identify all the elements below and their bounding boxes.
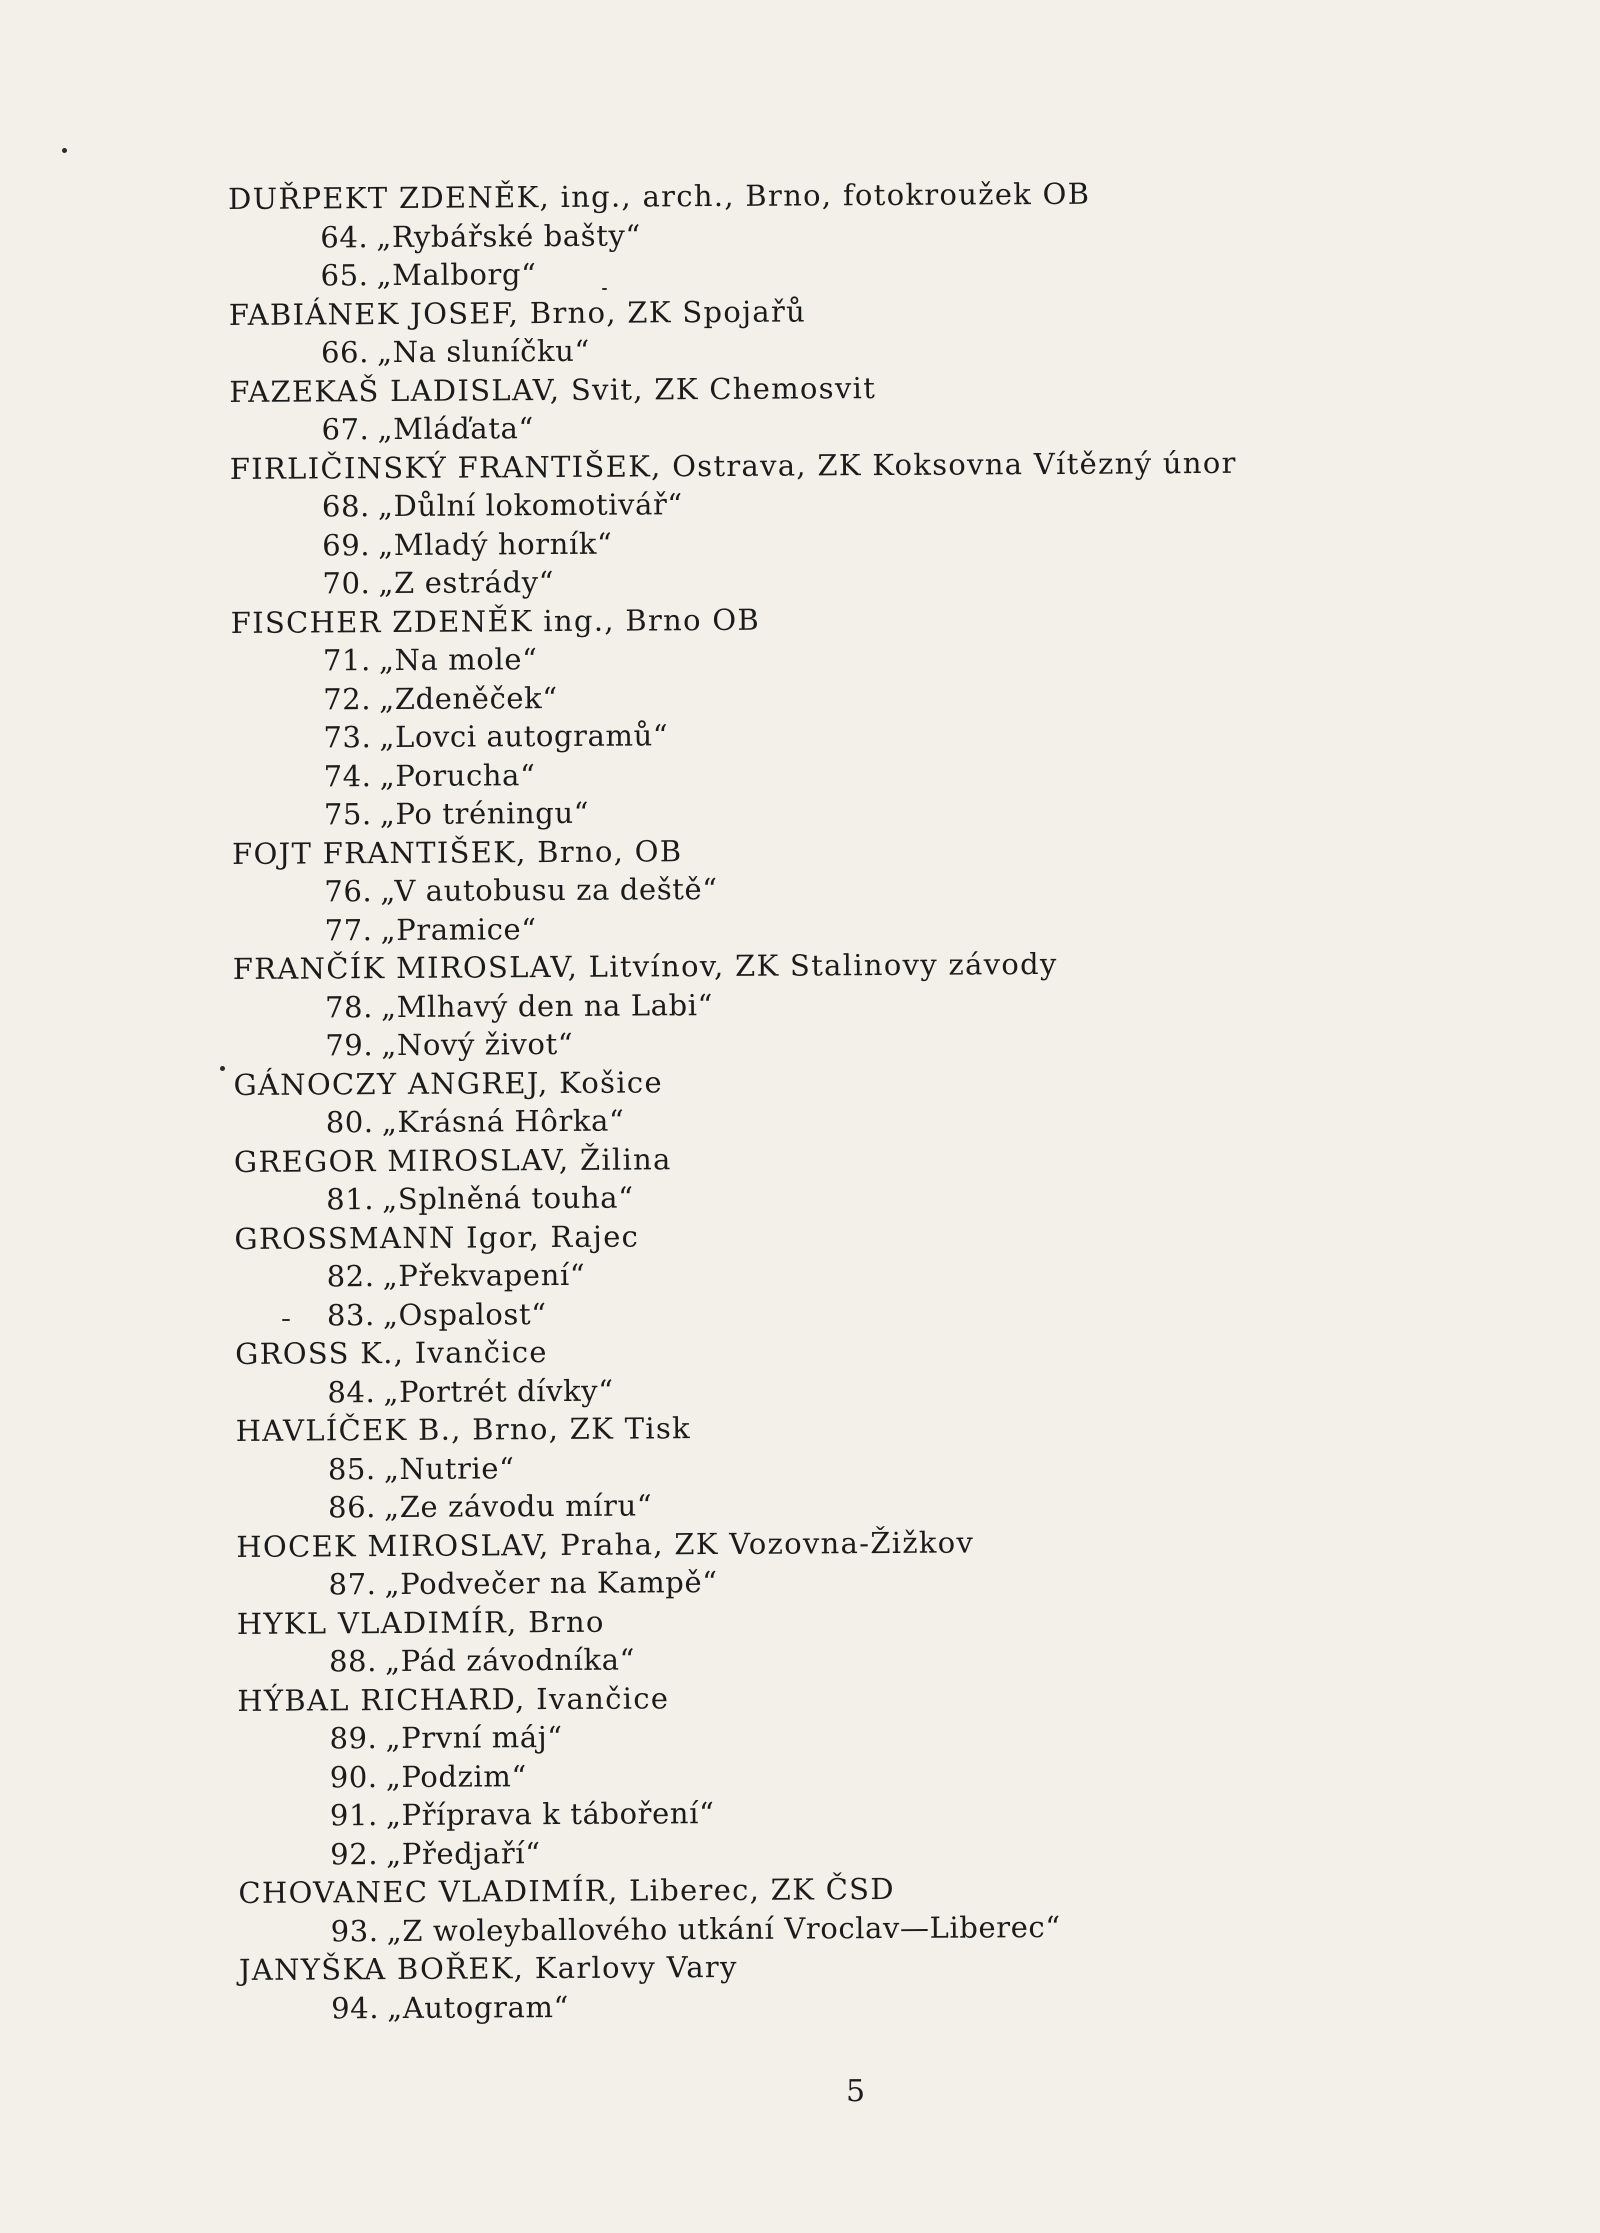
work-number: 65. — [320, 258, 369, 293]
work-number: 86. — [328, 1490, 377, 1525]
work-title: „Splněná touha“ — [382, 1180, 634, 1217]
work-number: 78. — [324, 989, 374, 1024]
work-title: „Ospalost“ — [382, 1296, 547, 1332]
author-entry: FIRLIČINSKÝ FRANTIŠEK, Ostrava, ZK Koksovna Vítězný únor — [229, 445, 1237, 486]
work-number: 84. — [327, 1374, 376, 1409]
work-number: 83. — [326, 1297, 375, 1332]
work-title: „V autobusu za deště“ — [380, 872, 718, 909]
author-entry: DUŘPEKT ZDENĚK, ing., arch., Brno, fotokroužek OB — [228, 176, 1091, 216]
work-number: 94. — [331, 1990, 380, 2025]
work-title: „Nový život“ — [381, 1026, 574, 1063]
work-number: 87. — [328, 1567, 377, 1602]
work-number: 71. — [322, 643, 371, 678]
work-number: 66. — [320, 335, 370, 370]
author-entry: FISCHER ZDENĚK ing., Brno OB — [230, 602, 761, 640]
work-title: „Zdeněček“ — [379, 680, 558, 716]
author-entry: FOJT FRANTIŠEK, Brno, OB — [232, 833, 683, 871]
work-title: „Příprava k táboření“ — [385, 1796, 715, 1833]
work-title: „Ze závodu míru“ — [384, 1488, 653, 1525]
work-number: 85. — [327, 1451, 376, 1486]
work-number: 69. — [322, 527, 371, 562]
work-title: „Porucha“ — [379, 757, 536, 793]
author-entry: CHOVANEC VLADIMÍR, Liberec, ZK ČSD — [238, 1871, 895, 1910]
work-number: 91. — [329, 1798, 379, 1833]
author-entry: GÁNOCZY ANGREJ, Košice — [233, 1064, 663, 1102]
print-speck — [62, 148, 67, 153]
work-number: 80. — [325, 1105, 374, 1140]
work-number: 68. — [321, 489, 371, 524]
work-number: 64. — [320, 219, 369, 254]
print-speck — [602, 288, 607, 290]
work-title: „Autogram“ — [387, 1989, 570, 2025]
work-title: „Překvapení“ — [382, 1257, 586, 1294]
work-number: 89. — [329, 1721, 378, 1756]
author-entry: FABIÁNEK JOSEF, Brno, ZK Spojařů — [228, 293, 807, 332]
work-number: 81. — [326, 1182, 375, 1217]
work-title: „Po tréningu“ — [379, 795, 590, 832]
print-speck — [220, 1066, 225, 1071]
author-entry: HAVLÍČEK B., Brno, ZK Tisk — [235, 1411, 692, 1448]
work-number: 90. — [329, 1759, 378, 1794]
work-title: „Důlní lokomotivář“ — [377, 487, 683, 524]
work-title: „Lovci autogramů“ — [379, 718, 669, 755]
work-number: 93. — [330, 1913, 379, 1948]
work-title: „Pád závodníka“ — [384, 1642, 636, 1679]
author-entry: FAZEKAŠ LADISLAV, Svit, ZK Chemosvit — [229, 370, 877, 409]
work-title: „Na sluníčku“ — [376, 333, 590, 370]
work-title: „Podzim“ — [385, 1758, 527, 1794]
work-number: 79. — [325, 1028, 374, 1063]
work-number: 82. — [326, 1259, 375, 1294]
author-entry: GROSS K., Ivančice — [235, 1335, 548, 1371]
work-number: 73. — [323, 720, 372, 755]
work-title: „Rybářské bašty“ — [376, 217, 641, 254]
work-number: 92. — [330, 1836, 379, 1871]
author-entry: GROSSMANN Igor, Rajec — [234, 1219, 640, 1256]
work-title: „Pramice“ — [380, 911, 537, 947]
work-title: „Nutrie“ — [383, 1450, 515, 1486]
work-number: 88. — [328, 1644, 378, 1679]
work-number: 74. — [323, 758, 372, 793]
work-title: „Podvečer na Kampě“ — [384, 1565, 718, 1602]
work-number: 76. — [324, 874, 373, 909]
work-title: „Na mole“ — [378, 642, 538, 678]
author-entry: JANYŠKA BOŘEK, Karlovy Vary — [238, 1949, 738, 1987]
work-number: 75. — [323, 797, 372, 832]
author-entry: FRANČÍK MIROSLAV, Litvínov, ZK Stalinovy závody — [232, 946, 1058, 986]
work-number: 67. — [321, 412, 370, 447]
work-number: 70. — [322, 566, 371, 601]
work-title: „Portrét dívky“ — [383, 1373, 614, 1409]
author-entry: HOCEK MIROSLAV, Praha, ZK Vozovna-Žižkov — [236, 1524, 975, 1564]
work-title: „Malborg“ — [376, 257, 537, 293]
work-title: „Z estrády“ — [378, 565, 555, 601]
author-entry: GREGOR MIROSLAV, Žilina — [233, 1141, 672, 1179]
author-entry: HÝBAL RICHARD, Ivančice — [237, 1680, 670, 1718]
work-number: 72. — [323, 681, 372, 716]
work-title: „Mlhavý den na Labi“ — [380, 987, 714, 1024]
work-title: „Mladý horník“ — [378, 526, 613, 562]
print-speck — [282, 1319, 290, 1321]
author-entry: HYKL VLADIMÍR, Brno — [236, 1604, 605, 1641]
work-title: „Předjaří“ — [386, 1835, 541, 1871]
work-title: „Z woleyballového utkání Vroclav—Liberec“ — [386, 1909, 1061, 1948]
work-title: „Mláďata“ — [377, 411, 534, 447]
page-number: 5 — [846, 2074, 866, 2109]
work-title: „První máj“ — [385, 1719, 563, 1756]
work-item — [239, 1982, 1459, 2028]
work-title: „Krásná Hôrka“ — [381, 1103, 625, 1140]
work-number: 77. — [324, 912, 373, 947]
exhibitor-list — [228, 173, 1459, 2028]
